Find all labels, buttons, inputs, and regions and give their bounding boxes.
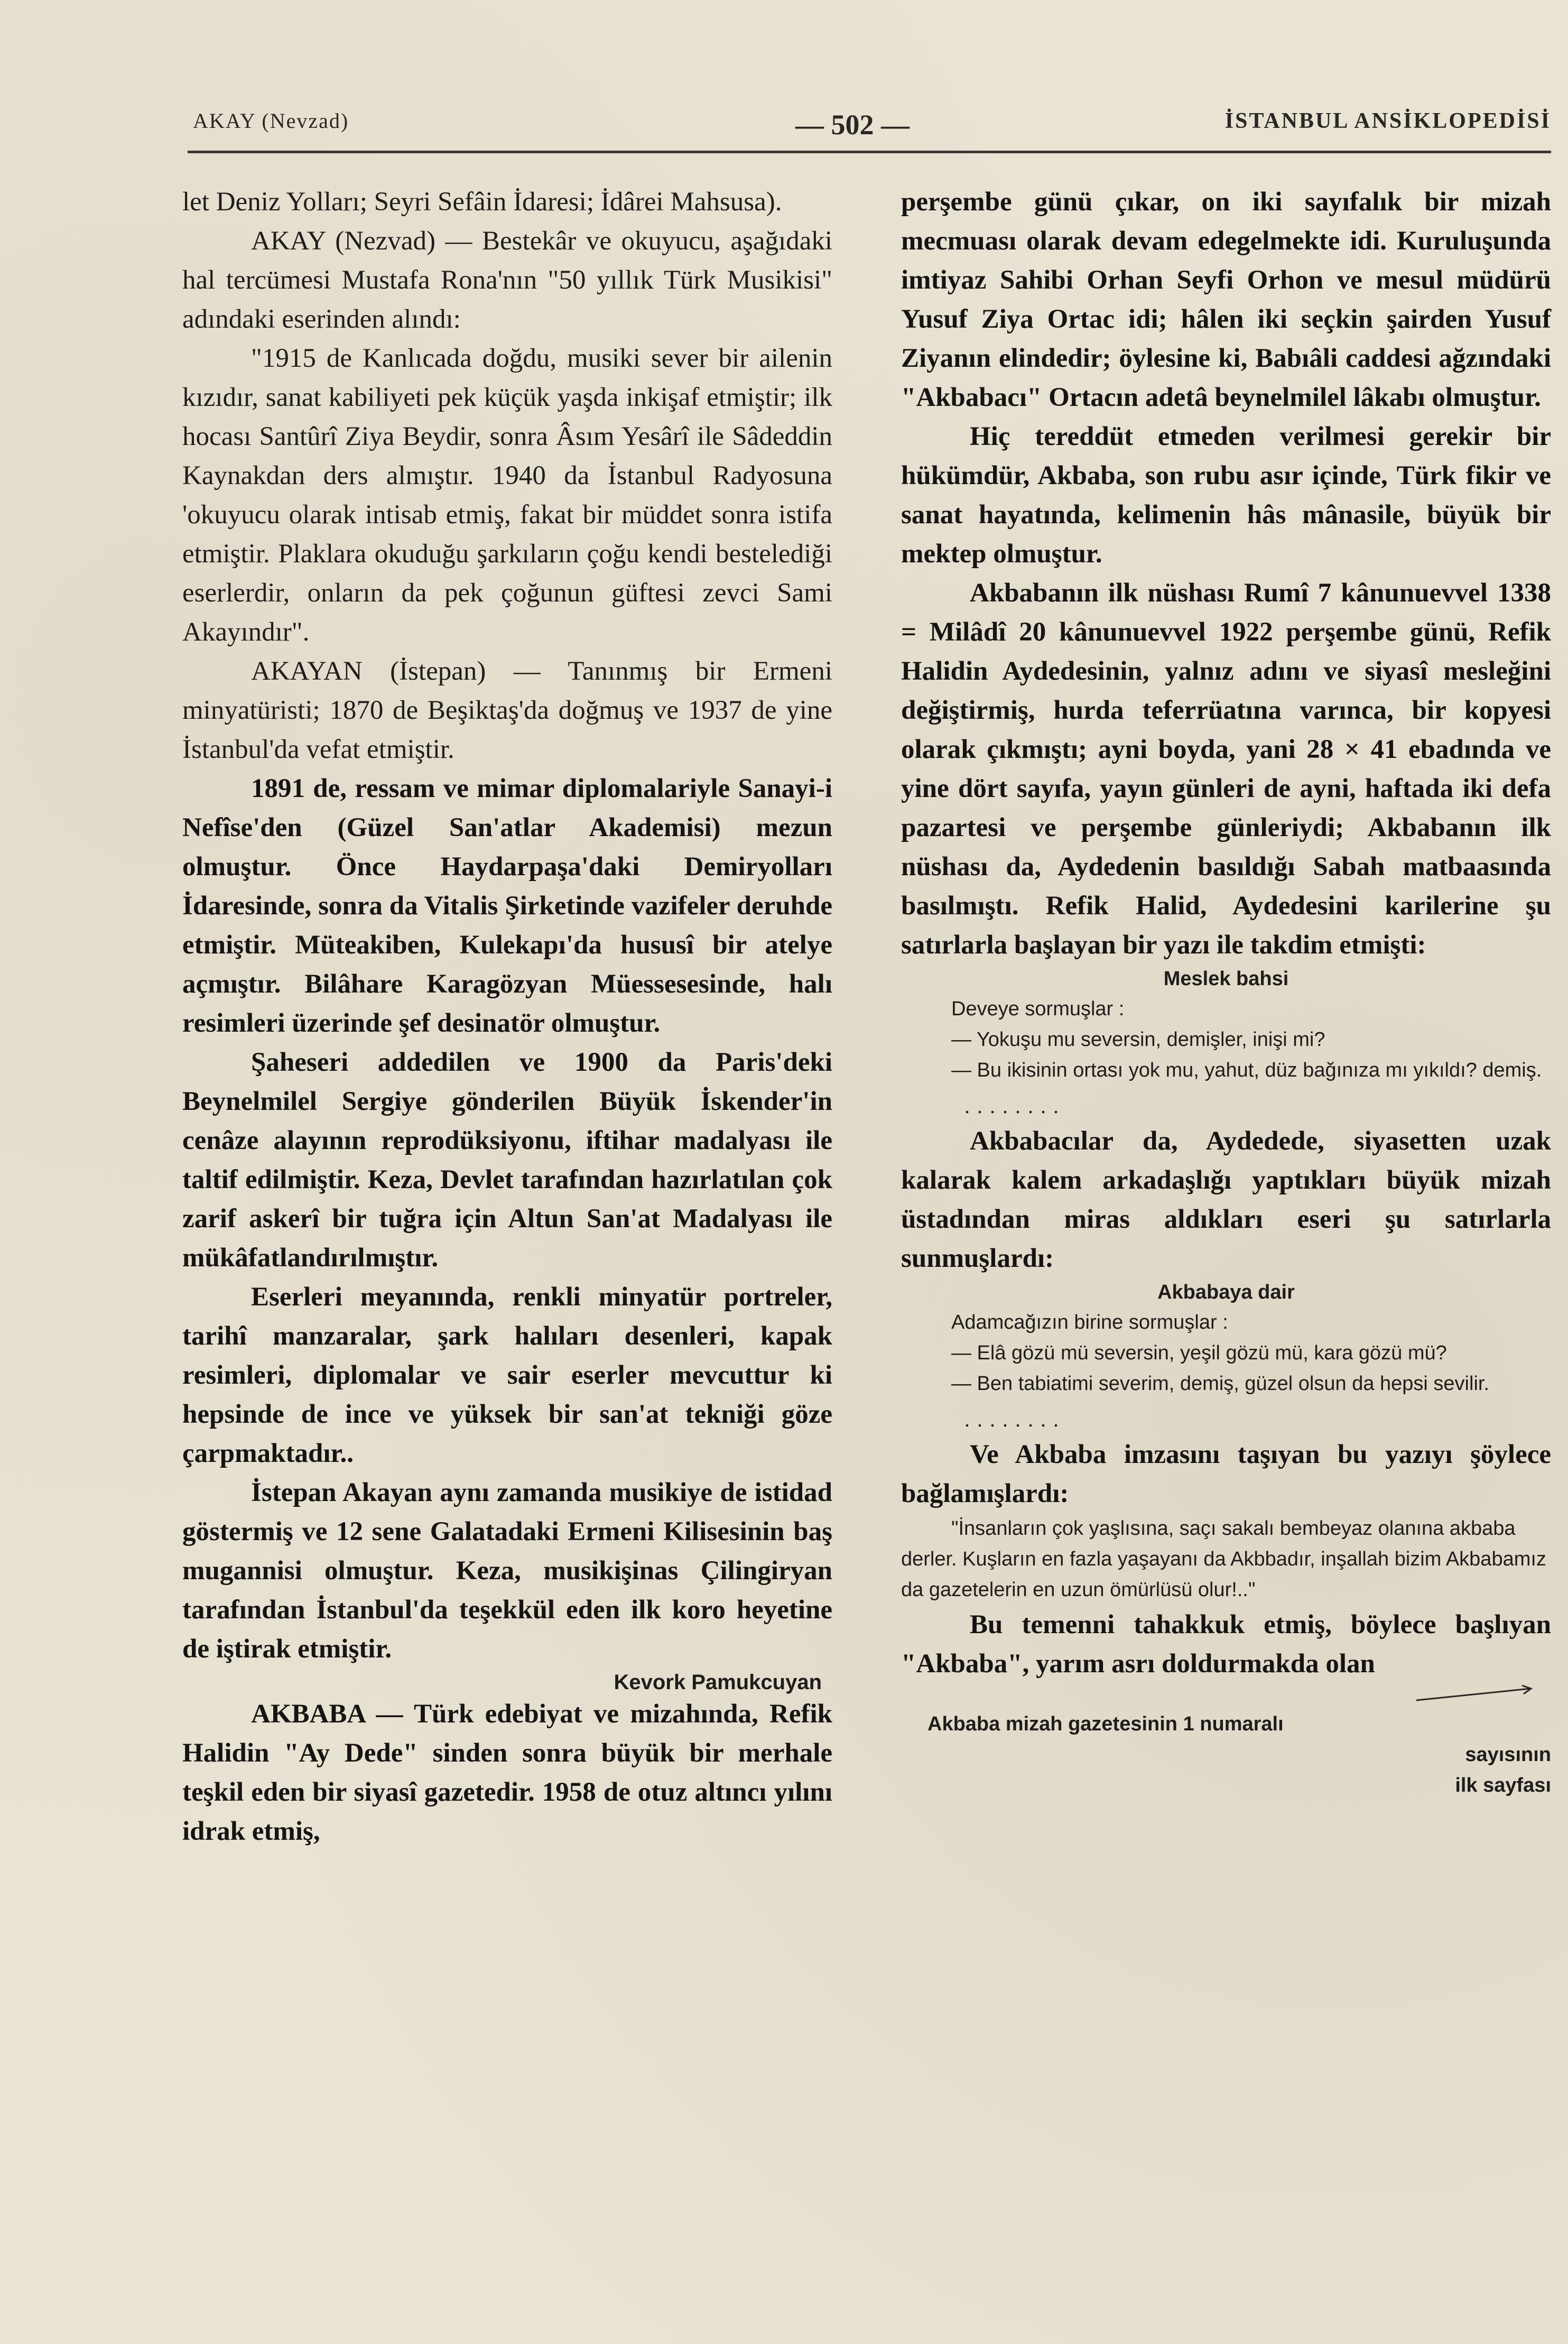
section-dots: ........ [964,1094,1066,1118]
right-column [901,182,1551,1801]
quote-title-meslek-bahsi: Meslek bahsi [1163,968,1289,990]
quote-title-akbabaya-dair: Akbabaya dair [1157,1281,1295,1303]
paragraph-first-issue: Akbabanın ilk nüshası Rumî 7 kânunuevvel 1338 = Milâdî 20 kânunuevvel 1922 perşembe günü, Refik Halidin Aydedesinin, yalnız adını ve siyasî mesleğini değiştirmiş, hurda teferrüatına varınca, bir kopyesi olarak çıkmıştı; ayni boyda, yani 28 × 41 ebadında ve yine dört sayıfa, yayın günleri de ayni, haftada iki defa pazartesi ve perşembe günleriydi; Akbabanın ilk nüshası da, Aydedenin basıldığı Sabah matbaasında basılmıştı. Refik Halid, Aydedesini karilerine şu satırlarla başlayan bir yazı ile takdim etmişti: [901,578,1551,960]
header-rule [188,151,1551,153]
paragraph-continued: let Deniz Yolları; Seyri Sefâin İdaresi; İdârei Mahsusa). [182,187,782,217]
section-dots: ........ [964,1407,1066,1431]
paragraph-music: İstepan Akayan aynı zamanda musikiye de istidad göstermiş ve 12 sene Galatadaki Ermeni Kilisesinin baş mugannisi olmuştur. Keza, musikişinas Çilingiryan tarafından İstanbul'da teşekkül eden ilk koro heyetine de iştirak etmiştir. [182,1478,832,1664]
entry-akay-nevzad: AKAY (Nezvad) — Bestekâr ve okuyucu, aşağıdaki hal tercümesi Mustafa Rona'nın "50 yıllık Türk Musikisi" adındaki eserinden alındı: [182,226,832,334]
author-signature: Kevork Pamukcuyan [614,1671,822,1694]
quote-line: — Elâ gözü mü seversin, yeşil gözü mü, kara gözü mü? [951,1342,1447,1364]
paragraph-akbaba-school: Hiç tereddüt etmeden verilmesi gerekir bir hükümdür, Akbaba, son rubu asır içinde, Türk fikir ve sanat hayatında, kelimenin hâs mânasile, büyük bir mektep olmuştur. [901,422,1551,569]
paragraph-works: Eserleri meyanında, renkli minyatür portreler, tarihî manzaralar, şark halıları desenleri, kapak resimleri, diplomalar ve sair eserler mevcuttur ki hepsinde de ince ve yüksek bir san'at tekniği göze çarpmaktadır.. [182,1282,832,1468]
quote-line: Adamcağızın birine sormuşlar : [951,1311,1228,1333]
arrow-container [901,1683,1551,1704]
paragraph-akbaba-continued: perşembe günü çıkar, on iki sayıfalık bir mizah mecmuası olarak devam edegelmekte idi. Kuruluşunda imtiyaz Sahibi Orhan Seyfi Orhon ve mesul müdürü Yusuf Ziya Ortac idi; hâlen iki seçkin şairden Yusuf Ziyanın elindedir; öylesine ki, Babıâli caddesi ağzındaki "Akbabacı" Ortacın adetâ beynelmilel lâkabı olmuştur. [901,187,1551,412]
header-entry-range: AKAY (Nevzad) [193,109,349,133]
quote-line: — Bu ikisinin ortası yok mu, yahut, düz bağınıza mı yıkıldı? demiş. [951,1059,1542,1081]
header-publication-title: İSTANBUL ANSİKLOPEDİSİ [1224,109,1551,133]
paragraph-education: 1891 de, ressam ve mimar diplomalariyle Sanayi-i Nefîse'den (Güzel San'atlar Akademisi) mezun olmuştur. Önce Haydarpaşa'daki Demiryolları İdaresinde, sonra da Vitalis Şirketinde vazifeler deruhde etmiştir. Müteakiben, Kulekapı'da hususî bir atelye açmıştır. Bilâhare Karagözyan Müessesesinde, halı resimleri üzerinde şef desinatör olmuştur. [182,774,832,1038]
quote-line: — Yokuşu mu seversin, demişler, inişi mi? [951,1029,1325,1051]
entry-akayan-istepan: AKAYAN (İstepan) — Tanınmış bir Ermeni minyatüristi; 1870 de Beşiktaş'da doğmuş ve 1937 de yine İstanbul'da vefat etmiştir. [182,656,832,764]
paragraph-signed: Ve Akbaba imzasını taşıyan bu yazıyı şöylece bağlamışlardı: [901,1440,1551,1508]
caption-text: ilk sayfası [1455,1774,1551,1796]
caption-text: Akbaba mizah gazetesinin 1 numaralı [927,1713,1284,1735]
arrow-icon [1414,1683,1535,1704]
quote-line: — Ben tabiatimi severim, demiş, güzel olsun da hepsi sevilir. [951,1373,1490,1395]
paragraph-half-century: Bu temenni tahakkuk etmiş, böylece başlıyan "Akbaba", yarım asrı doldurmakda olan [901,1610,1551,1679]
paragraph-akbabacilar: Akbabacılar da, Aydedede, siyasetten uzak kalarak kalem arkadaşlığı yaptıkları büyük mizah üstadından miras aldıkları eseri şu satırlarla sunmuşlardı: [901,1126,1551,1273]
entry-akbaba: AKBABA — Türk edebiyat ve mizahında, Refik Halidin "Ay Dede" sinden sonra büyük bir merhale teşkil eden bir siyasî gazetedir. 1958 de otuz altıncı yılını idrak etmiş, [182,1699,832,1846]
page-header [193,108,1551,145]
paragraph-masterpiece: Şaheseri addedilen ve 1900 da Paris'deki Beynelmilel Sergiye gönderilen Büyük İskender'in cenâze alayının reprodüksiyonu, iftihar madalyası ile taltif edilmiştir. Keza, Devlet tarafından hazırlatılan çok zarif askerî bir tuğra için Altun San'at Madalyası ile mükâfatlandırılmıştır. [182,1048,832,1273]
quote-akbaba-wish: "İnsanların çok yaşlısına, saçı sakalı bembeyaz olanına akbaba derler. Kuşların en fazla yaşayanı da Akbbadır, inşallah bizim Akbabamız da gazetelerin en uzun ömürlüsü olur!.." [901,1517,1546,1601]
left-column [182,182,832,1851]
caption-text: sayısının [1465,1744,1551,1766]
figure-caption [901,1709,1551,1801]
page-number: — 502 — [795,109,910,141]
quoted-biography: "1915 de Kanlıcada doğdu, musiki sever bir ailenin kızıdır, sanat kabiliyeti pek küçük yaşda inkişaf etmiştir; ilk hocası Santûrî Ziya Beydir, sonra Âsım Yesârî ile Sâdeddin Kaynakdan ders almıştır. 1940 da İstanbul Radyosuna 'okuyucu olarak intisab etmiş, fakat bir müddet sonra istifa etmiştir. Plaklara okuduğu şarkıların çoğu kendi bestelediği eserlerdir, onların da pek çoğunun güftesi zevci Sami Akayındır". [182,344,832,647]
quote-line: Deveye sormuşlar : [951,998,1125,1020]
